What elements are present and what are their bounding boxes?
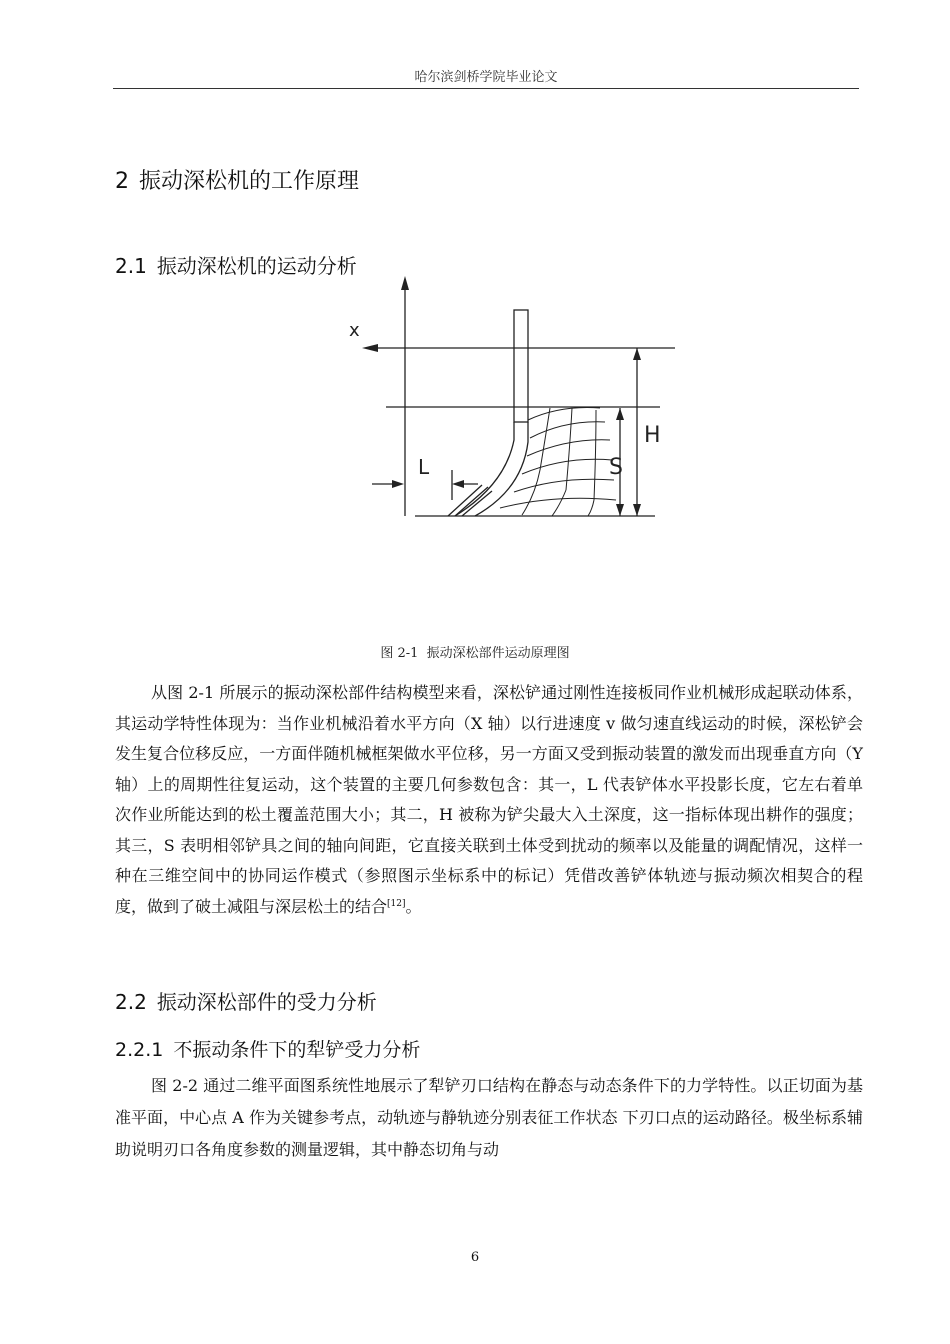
paragraph-end: 。: [405, 896, 422, 916]
tip-hatch: [462, 491, 492, 516]
section-heading-2-1: [115, 250, 357, 279]
s-arrow-top: [616, 408, 624, 420]
subsection-title: 不振动条件下的犁铲受力分析: [173, 1039, 421, 1061]
paragraph-text: 图 2-2 通过二维平面图系统性地展示了犁铲刃口结构在静态与动态条件下的力学特性。以正切面为基准平面，中心点 A 作为关键参考点，动轨迹与静轨迹分别表征工作状态 下刃口点的运动路径。极坐标系辅助说明刃口各角度参数的测量逻辑，其中静态切角与动: [115, 1076, 863, 1159]
header-rule: [113, 88, 859, 89]
running-header: 哈尔滨剑桥学院毕业论文: [414, 70, 558, 85]
section-title: 振动深松部件的受力分析: [156, 990, 377, 1014]
paragraph-text: 从图 2-1 所展示的振动深松部件结构模型来看，深松铲通过刚性连接板同作业机械形成起联动体系，其运动学特性体现为：当作业机械沿着水平方向（X 轴）以行进速度 v 做匀速直线运动的时候，深松铲会发生复合位移反应，一方面伴随机械框架做水平位移，另一方面又受到振动装置的激发而出现垂直方向（Y 轴）上的周期性往复运动，这个装置的主要几何参数包含：其一，L 代表铲体水平投影长度，它左右着单次作业所能达到的松土覆盖范围大小；其二，H 被称为铲尖最大入土深度，这一指标体现出耕作的强度；其三，S 表明相邻铲具之间的轴向间距，它直接关联到土体受到扰动的频率以及能量的调配情况，这样一种在三维空间中的协同运作模式（参照图示坐标系中的标记）凭借改善铲体轨迹与振动频次相契合的程度，做到了破土减阻与深层松土的结合: [115, 683, 863, 916]
h-arrow-top: [633, 348, 641, 360]
figure-2-1: [340, 270, 690, 530]
chapter-heading: [115, 164, 359, 195]
label-h: H: [644, 423, 661, 448]
page-number: 6: [470, 1250, 480, 1265]
citation: [12]: [387, 898, 406, 909]
section-heading-2-2: [115, 986, 377, 1015]
chapter-number: 2: [115, 169, 129, 194]
l-arrow-left-head: [392, 480, 404, 488]
soil-arcs: [500, 408, 616, 517]
label-l: L: [418, 455, 430, 479]
blade-front-curve: [475, 422, 528, 516]
x-axis-arrowhead: [362, 344, 378, 352]
paragraph-force-analysis: [115, 1070, 863, 1166]
section-title: 振动深松机的运动分析: [156, 254, 357, 278]
caption-text: 振动深松部件运动原理图: [426, 646, 570, 661]
caption-number: 图 2-1: [380, 646, 419, 661]
shank: [514, 310, 528, 422]
s-arrow-bottom: [616, 504, 624, 516]
label-x: x: [349, 320, 360, 341]
figure-caption: [0, 642, 950, 661]
label-s: S: [609, 455, 623, 480]
section-number: 2.2: [115, 990, 147, 1014]
chapter-title: 振动深松机的工作原理: [139, 169, 360, 194]
paragraph-motion-analysis: [115, 678, 863, 922]
subsection-heading-2-2-1: [115, 1035, 420, 1062]
y-axis-arrowhead: [401, 276, 409, 290]
section-number: 2.1: [115, 254, 147, 278]
h-arrow-bottom: [633, 504, 641, 516]
subsection-number: 2.2.1: [115, 1039, 164, 1061]
l-arrow-right-head: [452, 480, 464, 488]
